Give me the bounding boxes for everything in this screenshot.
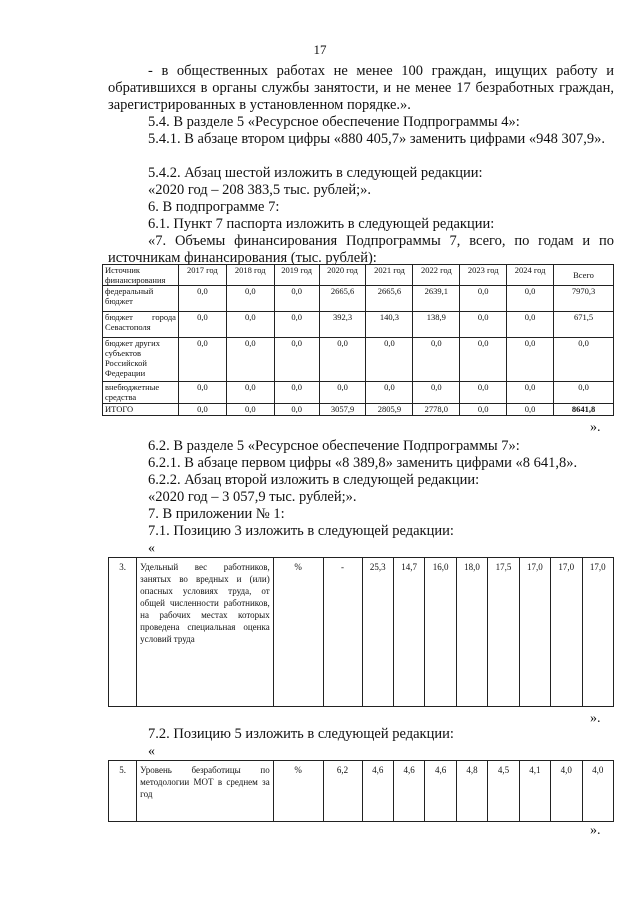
table-row: [109, 761, 614, 822]
table-cell: 0,0: [460, 382, 507, 404]
table-cell: 0,0: [274, 312, 319, 338]
paragraph-2020-amount-2: «2020 год – 3 057,9 тыс. рублей;».: [148, 489, 357, 505]
paragraph-5-4-2: 5.4.2. Абзац шестой изложить в следующей редакции:: [148, 165, 483, 181]
row-label: ИТОГО: [103, 404, 179, 416]
table-cell: 4,5: [488, 761, 519, 822]
closing-quote: ».: [590, 823, 601, 838]
header-cell: Всего: [554, 265, 614, 286]
indicator-name: Уровень безработицы по методологии МОТ в среднем за год: [137, 761, 274, 822]
table-cell: 0,0: [178, 338, 226, 382]
table-cell: 0,0: [274, 382, 319, 404]
position-number: 3.: [109, 558, 137, 707]
header-cell: 2021 год: [366, 265, 413, 286]
table-cell: 0,0: [507, 312, 554, 338]
table-cell: 0,0: [274, 286, 319, 312]
table-cell: 0,0: [178, 382, 226, 404]
paragraph-6-1: 6.1. Пункт 7 паспорта изложить в следующей редакции:: [148, 216, 495, 232]
table-cell: 3057,9: [319, 404, 366, 416]
table-cell: 0,0: [366, 382, 413, 404]
opening-quote: «: [148, 541, 155, 556]
table-cell: 0,0: [319, 338, 366, 382]
header-cell: 2020 год: [319, 265, 366, 286]
table-cell: -: [323, 558, 362, 707]
table-cell: 18,0: [456, 558, 487, 707]
table-row: [103, 338, 614, 382]
header-cell: 2019 год: [274, 265, 319, 286]
header-cell: 2018 год: [226, 265, 274, 286]
table-cell: 25,3: [362, 558, 393, 707]
table-cell: 0,0: [554, 382, 614, 404]
table-cell: 4,8: [456, 761, 487, 822]
finance-table: [102, 264, 614, 416]
table-cell: 4,6: [425, 761, 456, 822]
table-cell: 0,0: [226, 382, 274, 404]
table-cell: 4,6: [393, 761, 424, 822]
table-cell: 8641,8: [554, 404, 614, 416]
position-number: 5.: [109, 761, 137, 822]
table-cell: 0,0: [460, 404, 507, 416]
table-cell: 0,0: [226, 338, 274, 382]
table-cell: 16,0: [425, 558, 456, 707]
table-cell: 6,2: [323, 761, 362, 822]
table-cell: 17,0: [582, 558, 614, 707]
table-cell: 0,0: [554, 338, 614, 382]
table-cell: 0,0: [226, 286, 274, 312]
table-cell: 0,0: [413, 382, 460, 404]
table-row-total: [103, 404, 614, 416]
table-cell: 0,0: [507, 286, 554, 312]
header-cell: 2024 год: [507, 265, 554, 286]
closing-quote: ».: [590, 420, 601, 435]
table-cell: 140,3: [366, 312, 413, 338]
paragraph-7: 7. В приложении № 1:: [148, 506, 285, 522]
header-cell: 2017 год: [178, 265, 226, 286]
row-label: федеральный бюджет: [103, 286, 179, 312]
header-cell: Источник финансирования: [103, 265, 179, 286]
table-cell: 2665,6: [366, 286, 413, 312]
page-number: 17: [313, 42, 327, 57]
table-cell: 2665,6: [319, 286, 366, 312]
closing-quote: ».: [590, 711, 601, 726]
table-cell: 0,0: [178, 312, 226, 338]
table-cell: 0,0: [226, 404, 274, 416]
finance-header-row: [103, 265, 614, 286]
table-cell: 4,0: [551, 761, 582, 822]
table-cell: 14,7: [393, 558, 424, 707]
table-row: [109, 558, 614, 707]
header-cell: 2023 год: [460, 265, 507, 286]
table-row: [103, 286, 614, 312]
paragraph-6: 6. В подпрограмме 7:: [148, 199, 280, 215]
table-row: [103, 312, 614, 338]
paragraph-6-2-1: 6.2.1. В абзаце первом цифры «8 389,8» заменить цифрами «8 641,8».: [148, 455, 578, 471]
table-cell: 17,0: [551, 558, 582, 707]
indicator-name: Удельный вес работников, занятых во вредных и (или) опасных условиях труда, от общей численности работников, на рабочих местах которых проведена специальная оценка условий труда: [137, 558, 274, 707]
table-cell: 4,1: [519, 761, 550, 822]
paragraph-7-2: 7.2. Позицию 5 изложить в следующей редакции:: [148, 726, 454, 742]
paragraph-2020-amount: «2020 год – 208 383,5 тыс. рублей;».: [148, 182, 372, 198]
table-row: [103, 382, 614, 404]
table-cell: 2805,9: [366, 404, 413, 416]
paragraph-public-works: - в общественных работах не менее 100 граждан, ищущих работу и обратившихся в органы службы занятости, и не менее 17 безработных граждан, зарегистрированных в установленном порядке.».: [108, 63, 614, 113]
header-cell: 2022 год: [413, 265, 460, 286]
table-cell: 0,0: [460, 286, 507, 312]
table-cell: 7970,3: [554, 286, 614, 312]
paragraph-6-2: 6.2. В разделе 5 «Ресурсное обеспечение Подпрограммы 7»:: [148, 438, 520, 454]
table-cell: 0,0: [413, 338, 460, 382]
unit-cell: %: [273, 558, 323, 707]
table-cell: 4,0: [582, 761, 614, 822]
row-label: бюджет города Севастополя: [103, 312, 179, 338]
table-cell: 0,0: [460, 338, 507, 382]
table-cell: 138,9: [413, 312, 460, 338]
table-cell: 0,0: [507, 404, 554, 416]
unit-cell: %: [273, 761, 323, 822]
table-cell: 0,0: [274, 338, 319, 382]
table-cell: 2639,1: [413, 286, 460, 312]
row-label: бюджет других субъектов Российской Федерации: [103, 338, 179, 382]
paragraph-5-4: 5.4. В разделе 5 «Ресурсное обеспечение Подпрограммы 4»:: [148, 114, 520, 130]
table-cell: 392,3: [319, 312, 366, 338]
paragraph-7-volumes: «7. Объемы финансирования Подпрограммы 7, всего, по годам и по источникам финансирования (тыс. рублей):: [108, 233, 614, 266]
position5-table: [108, 760, 614, 822]
table-cell: 671,5: [554, 312, 614, 338]
table-cell: 4,6: [362, 761, 393, 822]
paragraph-7-1: 7.1. Позицию 3 изложить в следующей редакции:: [148, 523, 454, 539]
table-cell: 0,0: [274, 404, 319, 416]
table-cell: 17,0: [519, 558, 550, 707]
table-cell: 0,0: [178, 404, 226, 416]
table-cell: 17,5: [488, 558, 519, 707]
position3-table: [108, 557, 614, 707]
table-cell: 2778,0: [413, 404, 460, 416]
table-cell: 0,0: [226, 312, 274, 338]
table-cell: 0,0: [460, 312, 507, 338]
row-label: внебюджетные средства: [103, 382, 179, 404]
table-cell: 0,0: [507, 338, 554, 382]
opening-quote: «: [148, 744, 155, 759]
paragraph-5-4-1: 5.4.1. В абзаце втором цифры «880 405,7» заменить цифрами «948 307,9».: [148, 131, 606, 147]
paragraph-6-2-2: 6.2.2. Абзац второй изложить в следующей редакции:: [148, 472, 480, 488]
table-cell: 0,0: [507, 382, 554, 404]
table-cell: 0,0: [319, 382, 366, 404]
table-cell: 0,0: [178, 286, 226, 312]
table-cell: 0,0: [366, 338, 413, 382]
